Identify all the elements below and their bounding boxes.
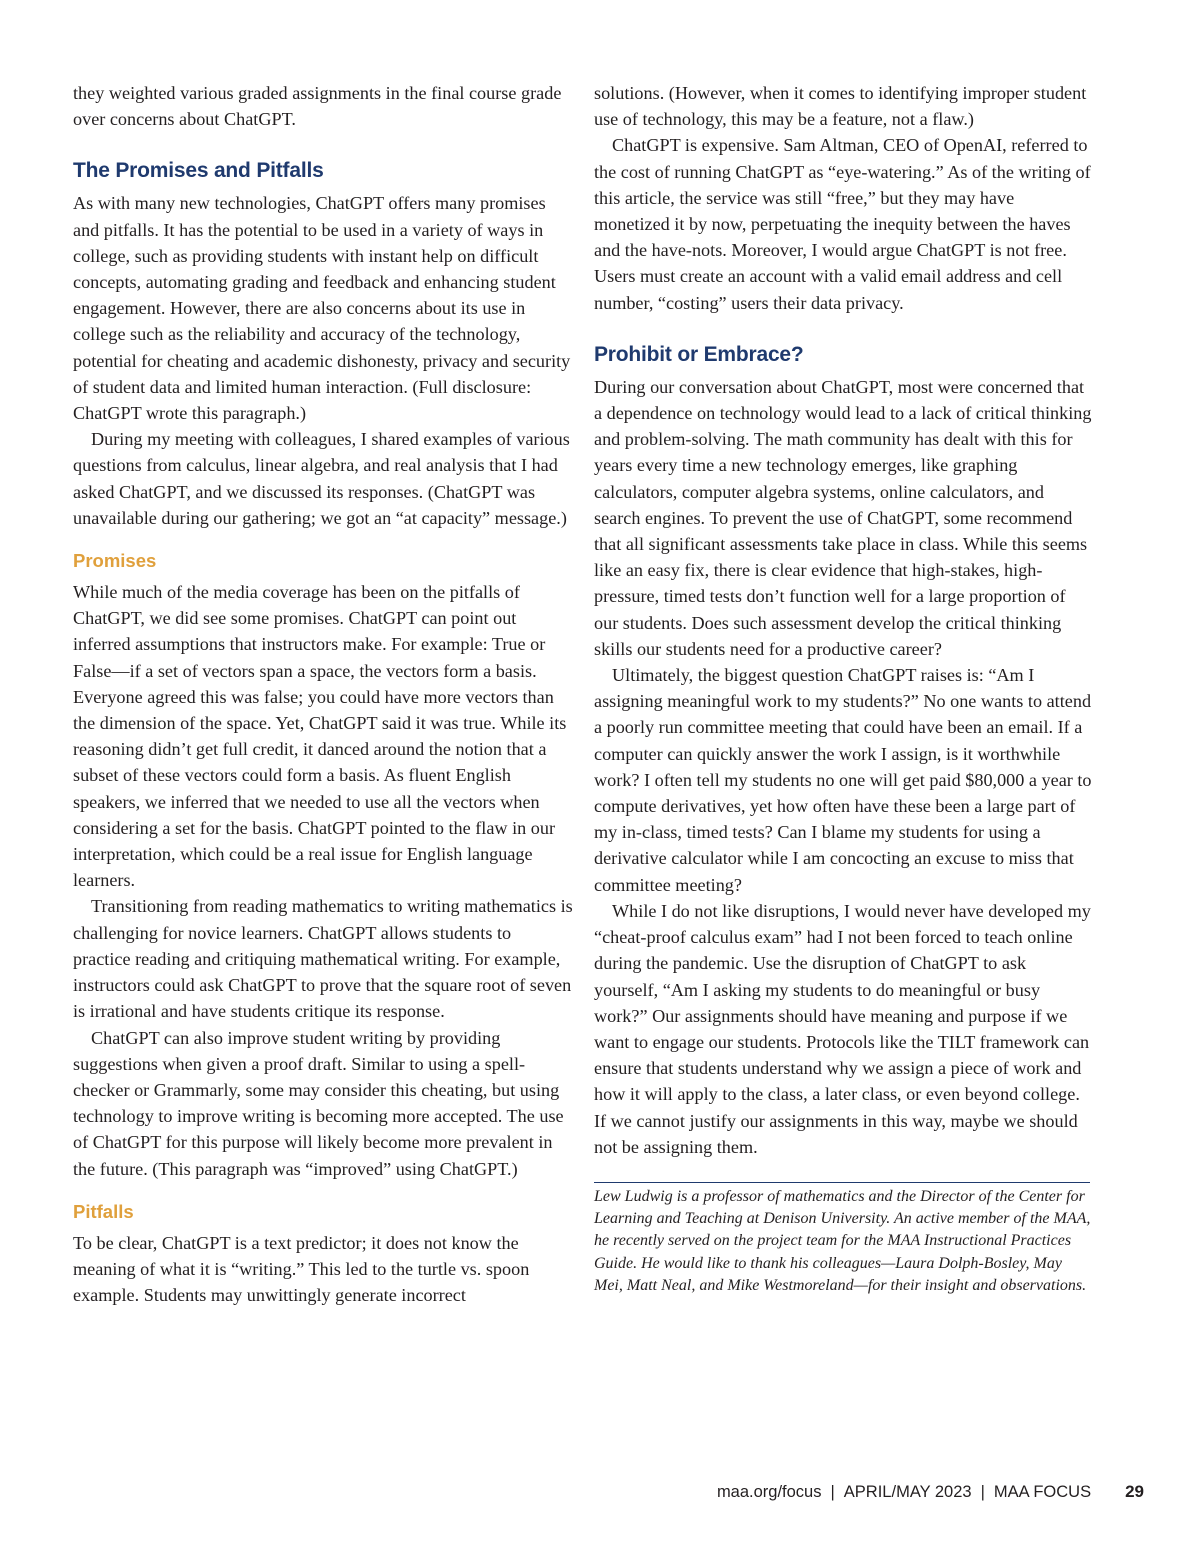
footer-url: maa.org/focus — [716, 1483, 822, 1501]
body-paragraph: Ultimately, the biggest question ChatGPT raises is: “Am I assigning meaningful work to my students?” No one wants to attend a poorly run committee meeting that could have been an email. If a computer can quickly answer the work I assign, is it worthwhile work? I often tell my students no one will get paid $80,000 a year to compute derivatives, yet how often have these been a large part of my in-class, timed tests? Can I blame my students for using a derivative calculator while I am concocting an excuse to miss that committee meeting? — [594, 665, 1092, 895]
intro-paragraph: they weighted various graded assignments in the final course grade over concerns about ChatGPT. — [73, 83, 562, 130]
author-bio: Lew Ludwig is a professor of mathematics and the Director of the Center for Learning and Teaching at Denison University. An active member of the MAA, he recently served on the project team for the MAA Instructional Practices Guide. He would like to thank his colleagues—Laura Dolph-Bosley, May Mei, Matt Neal, and Mike Westmoreland—for their insight and observations. — [594, 1187, 1091, 1294]
body-paragraph: solutions. (However, when it comes to identifying improper student use of technology, this may be a feature, not a flaw.) — [594, 83, 1087, 130]
body-paragraph: While I do not like disruptions, I would never have developed my “cheat-proof calculus exam” had I not been forced to teach online during the pandemic. Use the disruption of ChatGPT to ask yourself, “Am I asking my students to do meaningful or busy work?” Our assignments should have meaning and purpose if we want to engage our students. Protocols like the TILT framework can ensure that students understand why we assign a piece of work and how it will apply to the class, a later class, or even beyond college. If we cannot justify our assignments in this way, maybe we should not be assigning them. — [594, 900, 1091, 1157]
page-footer — [717, 1482, 1144, 1502]
body-paragraph: During our conversation about ChatGPT, most were concerned that a dependence on technology would lead to a lack of critical thinking and problem-solving. The math community has dealt with this for years every time a new technology emerges, like graphing calculators, computer algebra systems, online calculators, and search engines. To prevent the use of ChatGPT, some recommend that all significant assessments take place in class. While this seems like an easy fix, there is clear evidence that high-stakes, high-pressure, timed tests don’t function well for a large proportion of our students. Does such assessment develop the critical thinking skills our students need for a productive career? — [594, 376, 1092, 659]
body-paragraph: While much of the media coverage has been on the pitfalls of ChatGPT, we did see some promises. ChatGPT can point out inferred assumptions that instructors make. For example: True or False—if a set of vectors span a space, the vectors form a basis. Everyone agreed this was false; you could have more vectors than the dimension of the space. Yet, ChatGPT said it was true. While its reasoning didn’t get full credit, it danced around the notion that a subset of these vectors could form a basis. As fluent English speakers, we inferred that we needed to use all the vectors when considering a set for the basis. ChatGPT pointed to the flaw in our interpretation, which could be a real issue for English language learners. — [73, 582, 567, 891]
footer-separator: | — [980, 1483, 985, 1501]
pitfalls-heading: Pitfalls — [73, 1200, 134, 1222]
left-column — [73, 80, 573, 1308]
body-paragraph: As with many new technologies, ChatGPT offers many promises and pitfalls. It has the potential to be used in a variety of ways in college, such as providing students with instant help on difficult concepts, automating grading and feedback and enhancing student engagement. However, there are also concerns about its use in college such as the reliability and accuracy of the technology, potential for cheating and academic dishonesty, privacy and security of student data and limited human interaction. (Full disclosure: ChatGPT wrote this paragraph.) — [73, 193, 571, 424]
prohibit-embrace-heading: Prohibit or Embrace? — [594, 342, 804, 366]
body-paragraph: To be clear, ChatGPT is a text predictor; it does not know the meaning of what it is “writing.” This led to the turtle vs. spoon example. Students may unwittingly generate incorrect — [73, 1232, 530, 1306]
promises-pitfalls-heading: The Promises and Pitfalls — [73, 159, 324, 183]
body-paragraph: ChatGPT can also improve student writing by providing suggestions when given a proof draft. Similar to using a spell-checker or Grammarly, some may consider this cheating, but using technology to improve writing is becoming more accepted. The use of ChatGPT for this purpose will likely become more prevalent in the future. (This paragraph was “improved” using ChatGPT.) — [73, 1027, 564, 1179]
bio-divider — [594, 1182, 1090, 1183]
promises-heading: Promises — [73, 550, 157, 572]
right-column — [594, 80, 1094, 1297]
page-number: 29 — [1125, 1482, 1144, 1501]
body-paragraph: ChatGPT is expensive. Sam Altman, CEO of OpenAI, referred to the cost of running ChatGPT as “eye-watering.” As of the writing of this article, the service was still “free,” but they may have monetized it by now, perpetuating the inequity between the haves and the have-nots. Moreover, I would argue ChatGPT is not free. Users must create an account with a valid email address and cell number, “costing” users their data privacy. — [594, 135, 1091, 313]
body-paragraph: During my meeting with colleagues, I shared examples of various questions from calculus, linear algebra, and real analysis that I had asked ChatGPT, and we discussed its responses. (ChatGPT was unavailable during our gathering; we got an “at capacity” message.) — [73, 429, 570, 528]
footer-issue: APRIL/MAY 2023 — [843, 1483, 972, 1501]
footer-publication: MAA FOCUS — [993, 1483, 1092, 1501]
footer-separator: | — [830, 1483, 835, 1501]
body-paragraph: Transitioning from reading mathematics to writing mathematics is challenging for novice learners. ChatGPT allows students to practice reading and critiquing mathematical writing. For example, instructors could ask ChatGPT to prove that the square root of seven is irrational and have students critique its response. — [73, 896, 573, 1022]
